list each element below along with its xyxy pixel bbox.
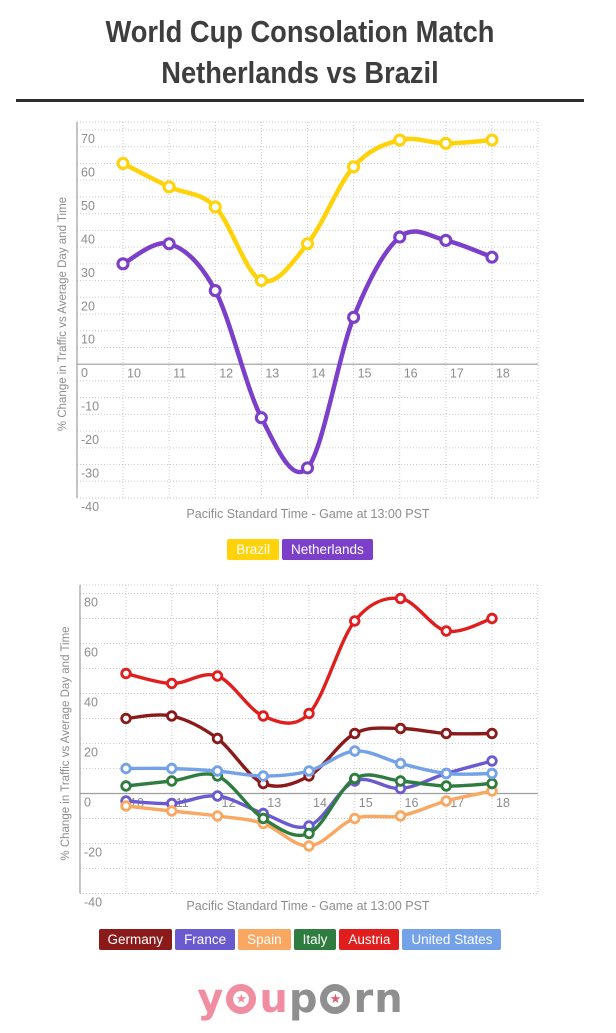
svg-text:60: 60 xyxy=(84,645,98,660)
svg-text:0: 0 xyxy=(81,366,88,381)
youporn-logo xyxy=(0,976,600,1022)
logo-letter: u xyxy=(259,976,288,1022)
star-icon: ★ xyxy=(235,991,248,1007)
svg-text:-20: -20 xyxy=(84,845,103,860)
svg-text:16: 16 xyxy=(403,366,418,381)
svg-text:-40: -40 xyxy=(84,895,103,910)
legend-item-germany[interactable]: Germany xyxy=(99,929,173,950)
logo-letter: p xyxy=(288,976,318,1022)
legend-item-netherlands[interactable]: Netherlands xyxy=(282,539,373,560)
svg-text:14: 14 xyxy=(311,366,326,381)
svg-text:40: 40 xyxy=(81,232,95,247)
legend-item-united-states[interactable]: United States xyxy=(402,929,501,950)
svg-text:20: 20 xyxy=(81,299,95,314)
svg-text:13: 13 xyxy=(267,796,282,810)
svg-text:10: 10 xyxy=(127,366,141,381)
logo-letter: r xyxy=(353,976,374,1022)
svg-text:10: 10 xyxy=(130,796,144,810)
legend-item-italy[interactable]: Italy xyxy=(294,929,337,950)
svg-text:20: 20 xyxy=(84,745,98,760)
svg-text:11: 11 xyxy=(173,366,187,381)
svg-text:-40: -40 xyxy=(81,500,100,514)
series-brazil xyxy=(118,135,497,286)
svg-text:15: 15 xyxy=(358,796,373,810)
svg-text:16: 16 xyxy=(404,796,419,810)
y-axis-title: % Change in Traffic vs Average Day and Time xyxy=(57,196,69,432)
svg-text:10: 10 xyxy=(81,332,95,347)
svg-text:12: 12 xyxy=(221,796,236,810)
chart-countries xyxy=(0,575,600,915)
svg-text:18: 18 xyxy=(495,366,510,381)
legend-item-brazil[interactable]: Brazil xyxy=(227,539,279,560)
svg-text:60: 60 xyxy=(81,165,95,180)
legend-item-france[interactable]: France xyxy=(175,929,235,950)
series-netherlands xyxy=(118,231,497,472)
svg-text:11: 11 xyxy=(175,796,189,810)
svg-text:17: 17 xyxy=(450,796,465,810)
star-icon: ★ xyxy=(329,991,342,1007)
title-divider xyxy=(16,99,584,102)
legend-item-spain[interactable]: Spain xyxy=(238,929,291,950)
logo-letter: y xyxy=(197,976,224,1022)
legend-item-austria[interactable]: Austria xyxy=(339,929,399,950)
svg-text:-10: -10 xyxy=(81,399,100,414)
logo-o-ring xyxy=(320,984,350,1014)
svg-text:14: 14 xyxy=(313,796,327,810)
x-axis-caption-2: Pacific Standard Time - Game at 13:00 PST xyxy=(186,899,430,913)
page-title xyxy=(36,12,564,94)
gridlines xyxy=(77,122,538,498)
svg-text:17: 17 xyxy=(449,366,464,381)
logo-o-ring xyxy=(226,984,256,1014)
svg-text:70: 70 xyxy=(81,132,95,146)
svg-text:13: 13 xyxy=(265,366,280,381)
svg-text:15: 15 xyxy=(357,366,372,381)
svg-text:80: 80 xyxy=(84,595,98,610)
svg-text:12: 12 xyxy=(219,366,234,381)
svg-text:40: 40 xyxy=(84,695,98,710)
svg-text:0: 0 xyxy=(84,795,91,810)
svg-text:30: 30 xyxy=(81,265,95,280)
svg-text:-20: -20 xyxy=(81,433,100,448)
svg-text:18: 18 xyxy=(496,796,510,810)
series-austria xyxy=(122,594,497,723)
title-line-1: World Cup Consolation Match xyxy=(105,14,495,49)
legend-2 xyxy=(0,929,600,950)
y-axis-title: % Change in Traffic vs Average Day and Time xyxy=(60,626,72,861)
x-axis-caption-1: Pacific Standard Time - Game at 13:00 PST xyxy=(186,507,430,521)
title-line-2: Netherlands vs Brazil xyxy=(161,54,439,90)
svg-text:50: 50 xyxy=(81,198,95,213)
logo-letter: n xyxy=(374,976,403,1022)
svg-text:-30: -30 xyxy=(81,466,100,481)
legend-1 xyxy=(0,539,600,560)
